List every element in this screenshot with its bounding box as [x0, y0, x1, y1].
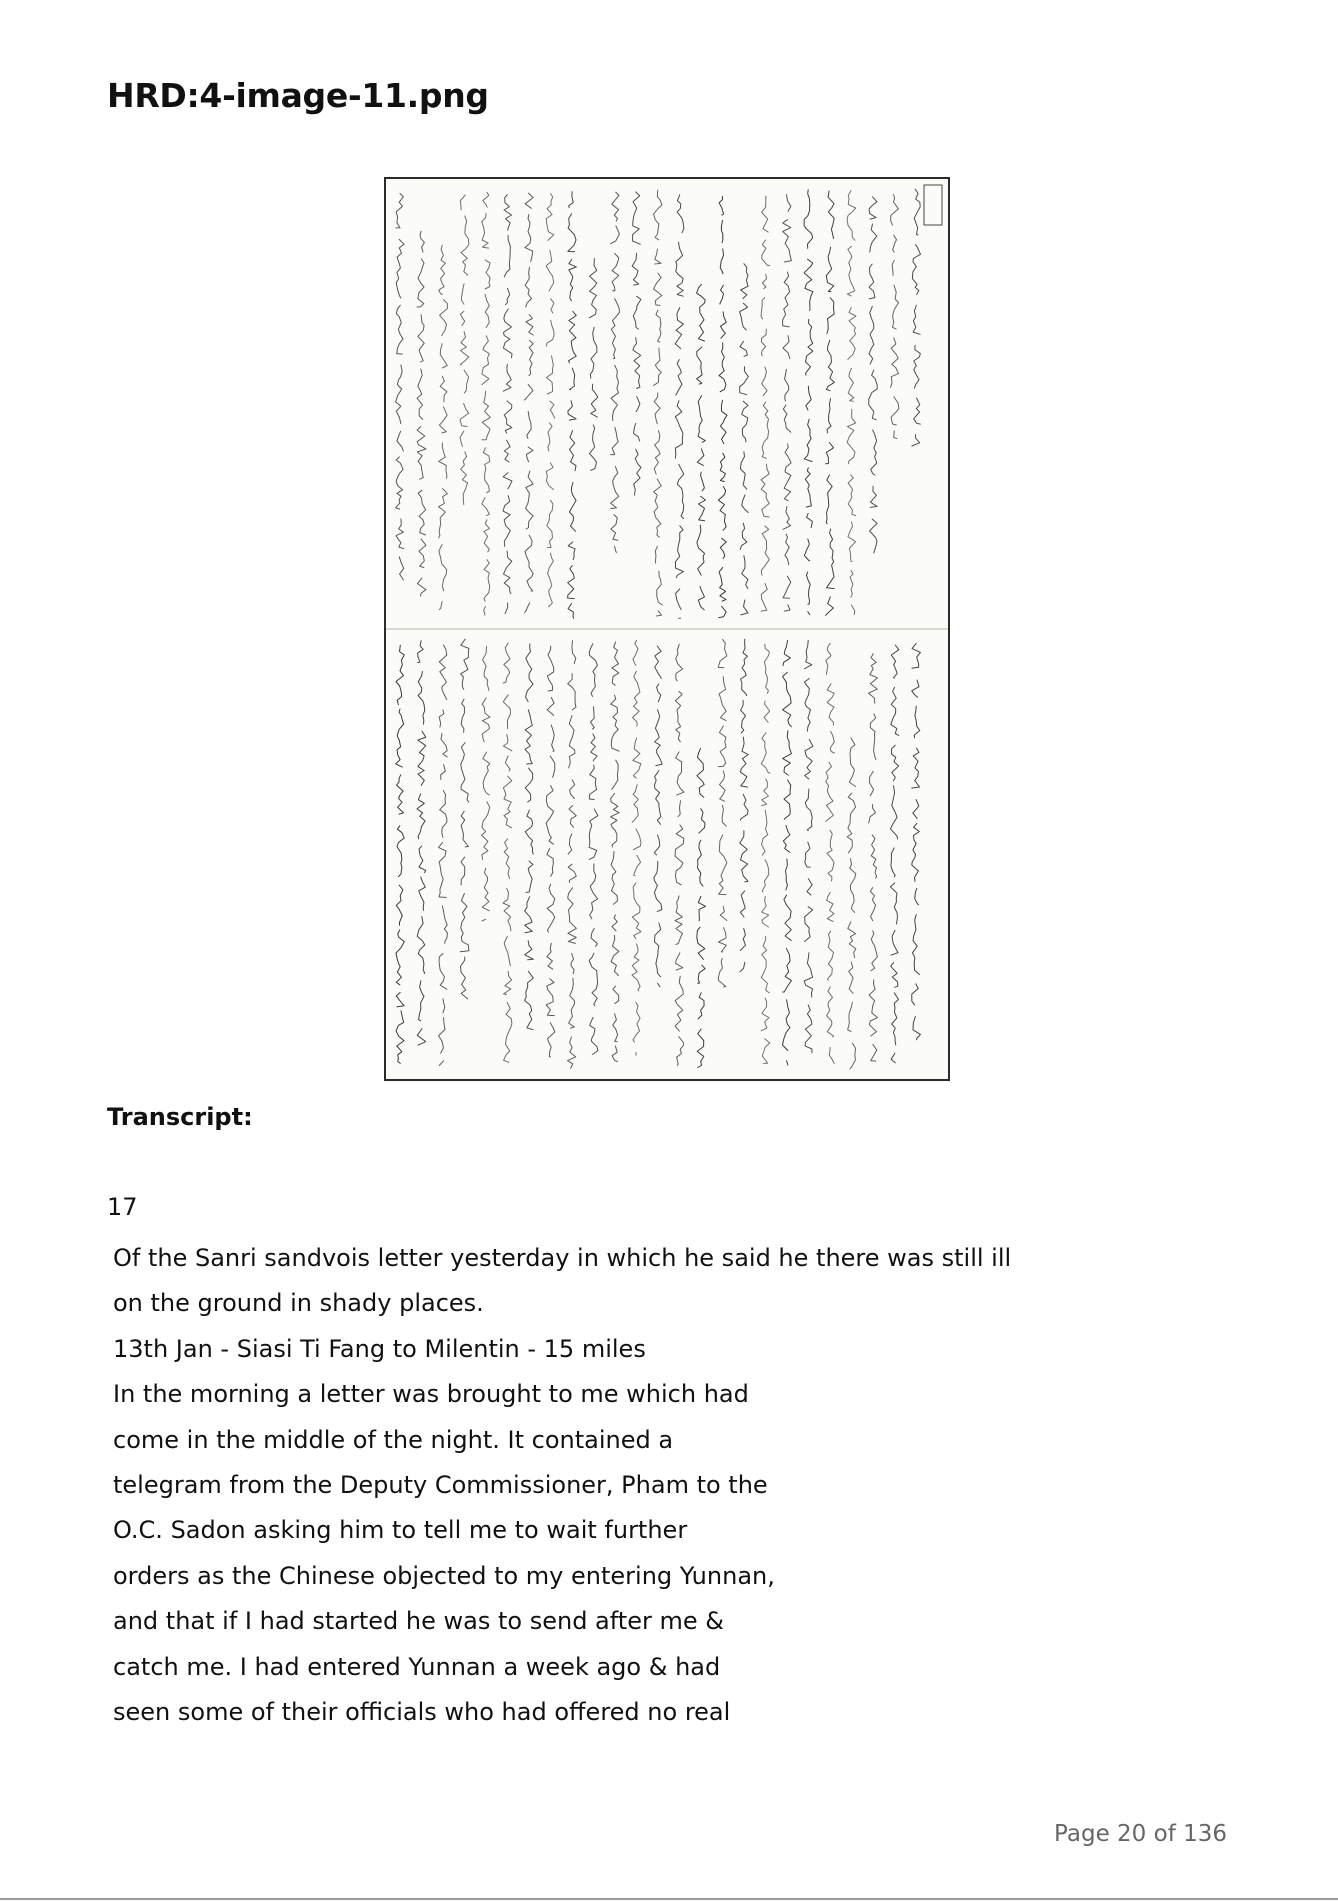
transcript-label: Transcript: — [107, 1103, 253, 1131]
transcript-line: Of the Sanri sandvois letter yesterday in which he said he there was still ill — [113, 1244, 1012, 1272]
transcript-line: O.C. Sadon asking him to tell me to wait further — [113, 1516, 688, 1545]
transcript-line: seen some of their officials who had offered no real — [113, 1697, 731, 1726]
handwritten-letter-image — [384, 177, 950, 1081]
transcript-line: come in the middle of the night. It contained a — [113, 1425, 674, 1454]
transcript-line: orders as the Chinese objected to my entering Yunnan, — [113, 1561, 775, 1590]
transcript-line: 13th Jan - Siasi Ti Fang to Milentin - 15 miles — [113, 1334, 646, 1363]
transcript-line: and that if I had started he was to send after me & — [113, 1607, 724, 1636]
handwriting-scan-graphic — [386, 179, 948, 1079]
page-footer-counter: Page 20 of 136 — [1054, 1821, 1227, 1847]
transcript-line: catch me. I had entered Yunnan a week ago & had — [113, 1652, 721, 1681]
document-title: HRD:4-image-11.png — [107, 76, 489, 115]
transcript-page-number: 17 — [107, 1193, 138, 1221]
transcript-line: on the ground in shady places. — [113, 1289, 484, 1318]
transcript-line: In the morning a letter was brought to me which had — [113, 1380, 749, 1409]
transcript-text — [113, 1236, 1011, 1735]
transcript-line: telegram from the Deputy Commissioner, Pham to the — [113, 1470, 768, 1499]
